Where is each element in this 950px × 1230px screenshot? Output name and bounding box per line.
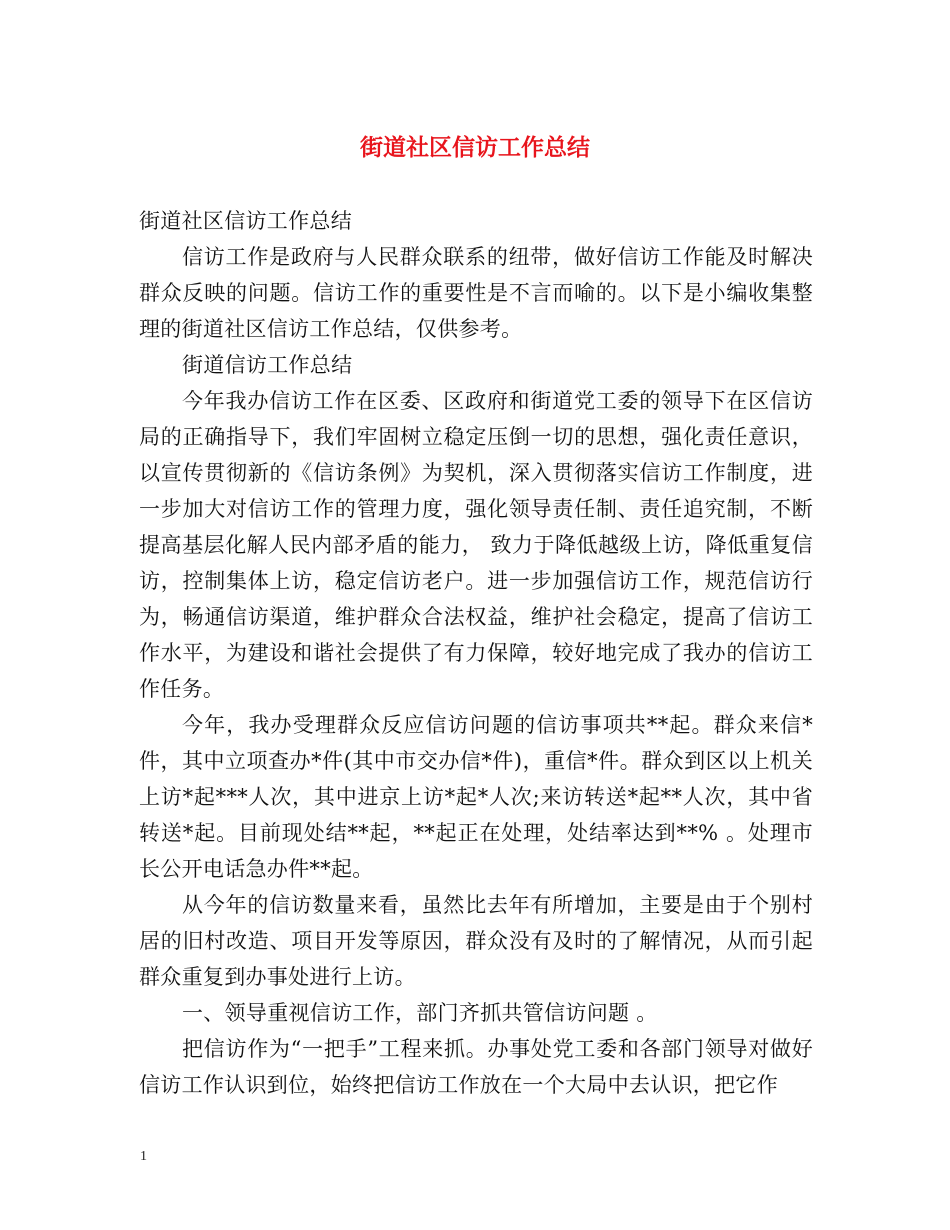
- section-heading: 街道信访工作总结: [182, 353, 353, 377]
- statistics-paragraph: 今年，我办受理群众反应信访问题的信访事项共**起。群众来信*件，其中立项查办*件(其中市交办信*件)，重信*件。群众到区以上机关上访*起***人次，其中进京上访*起*人次;来访转送*起**人次，其中省转送*起。目前现处结**起，**起正在处理，处结率达到**% 。处理市长公开电话急办件**起。: [139, 713, 813, 881]
- document-body: [139, 203, 813, 1103]
- body-paragraph: 今年我办信访工作在区委、区政府和街道党工委的领导下在区信访局的正确指导下，我们牢固树立稳定压倒一切的思想，强化责任意识，以宣传贯彻新的《信访条例》为契机，深入贯彻落实信访工作制度，进一步加大对信访工作的管理力度，强化领导责任制、责任追究制，不断提高基层化解人民内部矛盾的能力， 致力于降低越级上访，降低重复信访，控制集体上访，稳定信访老户。进一步加强信访工作，规范信访行为，畅通信访渠道，维护群众合法权益，维护社会稳定，提高了信访工作水平，为建设和谐社会提供了有力保障，较好地完成了我办的信访工作任务。: [139, 389, 813, 701]
- document-title: 街道社区信访工作总结: [360, 134, 590, 161]
- intro-paragraph: 信访工作是政府与人民群众联系的纽带，做好信访工作能及时解决群众反映的问题。信访工作的重要性是不言而喻的。以下是小编收集整理的街道社区信访工作总结，仅供参考。: [139, 245, 813, 341]
- page-number: 1: [140, 1149, 147, 1164]
- body-heading: 街道社区信访工作总结: [139, 209, 352, 233]
- body-paragraph: 把信访作为“一把手”工程来抓。办事处党工委和各部门领导对做好信访工作认识到位，始终把信访工作放在一个大局中去认识，把它作: [139, 1037, 813, 1097]
- subsection-heading: 一、领导重视信访工作，部门齐抓共管信访问题 。: [182, 1001, 658, 1025]
- analysis-paragraph: 从今年的信访数量来看，虽然比去年有所增加，主要是由于个别村居的旧村改造、项目开发等原因，群众没有及时的了解情况，从而引起群众重复到办事处进行上访。: [139, 893, 813, 989]
